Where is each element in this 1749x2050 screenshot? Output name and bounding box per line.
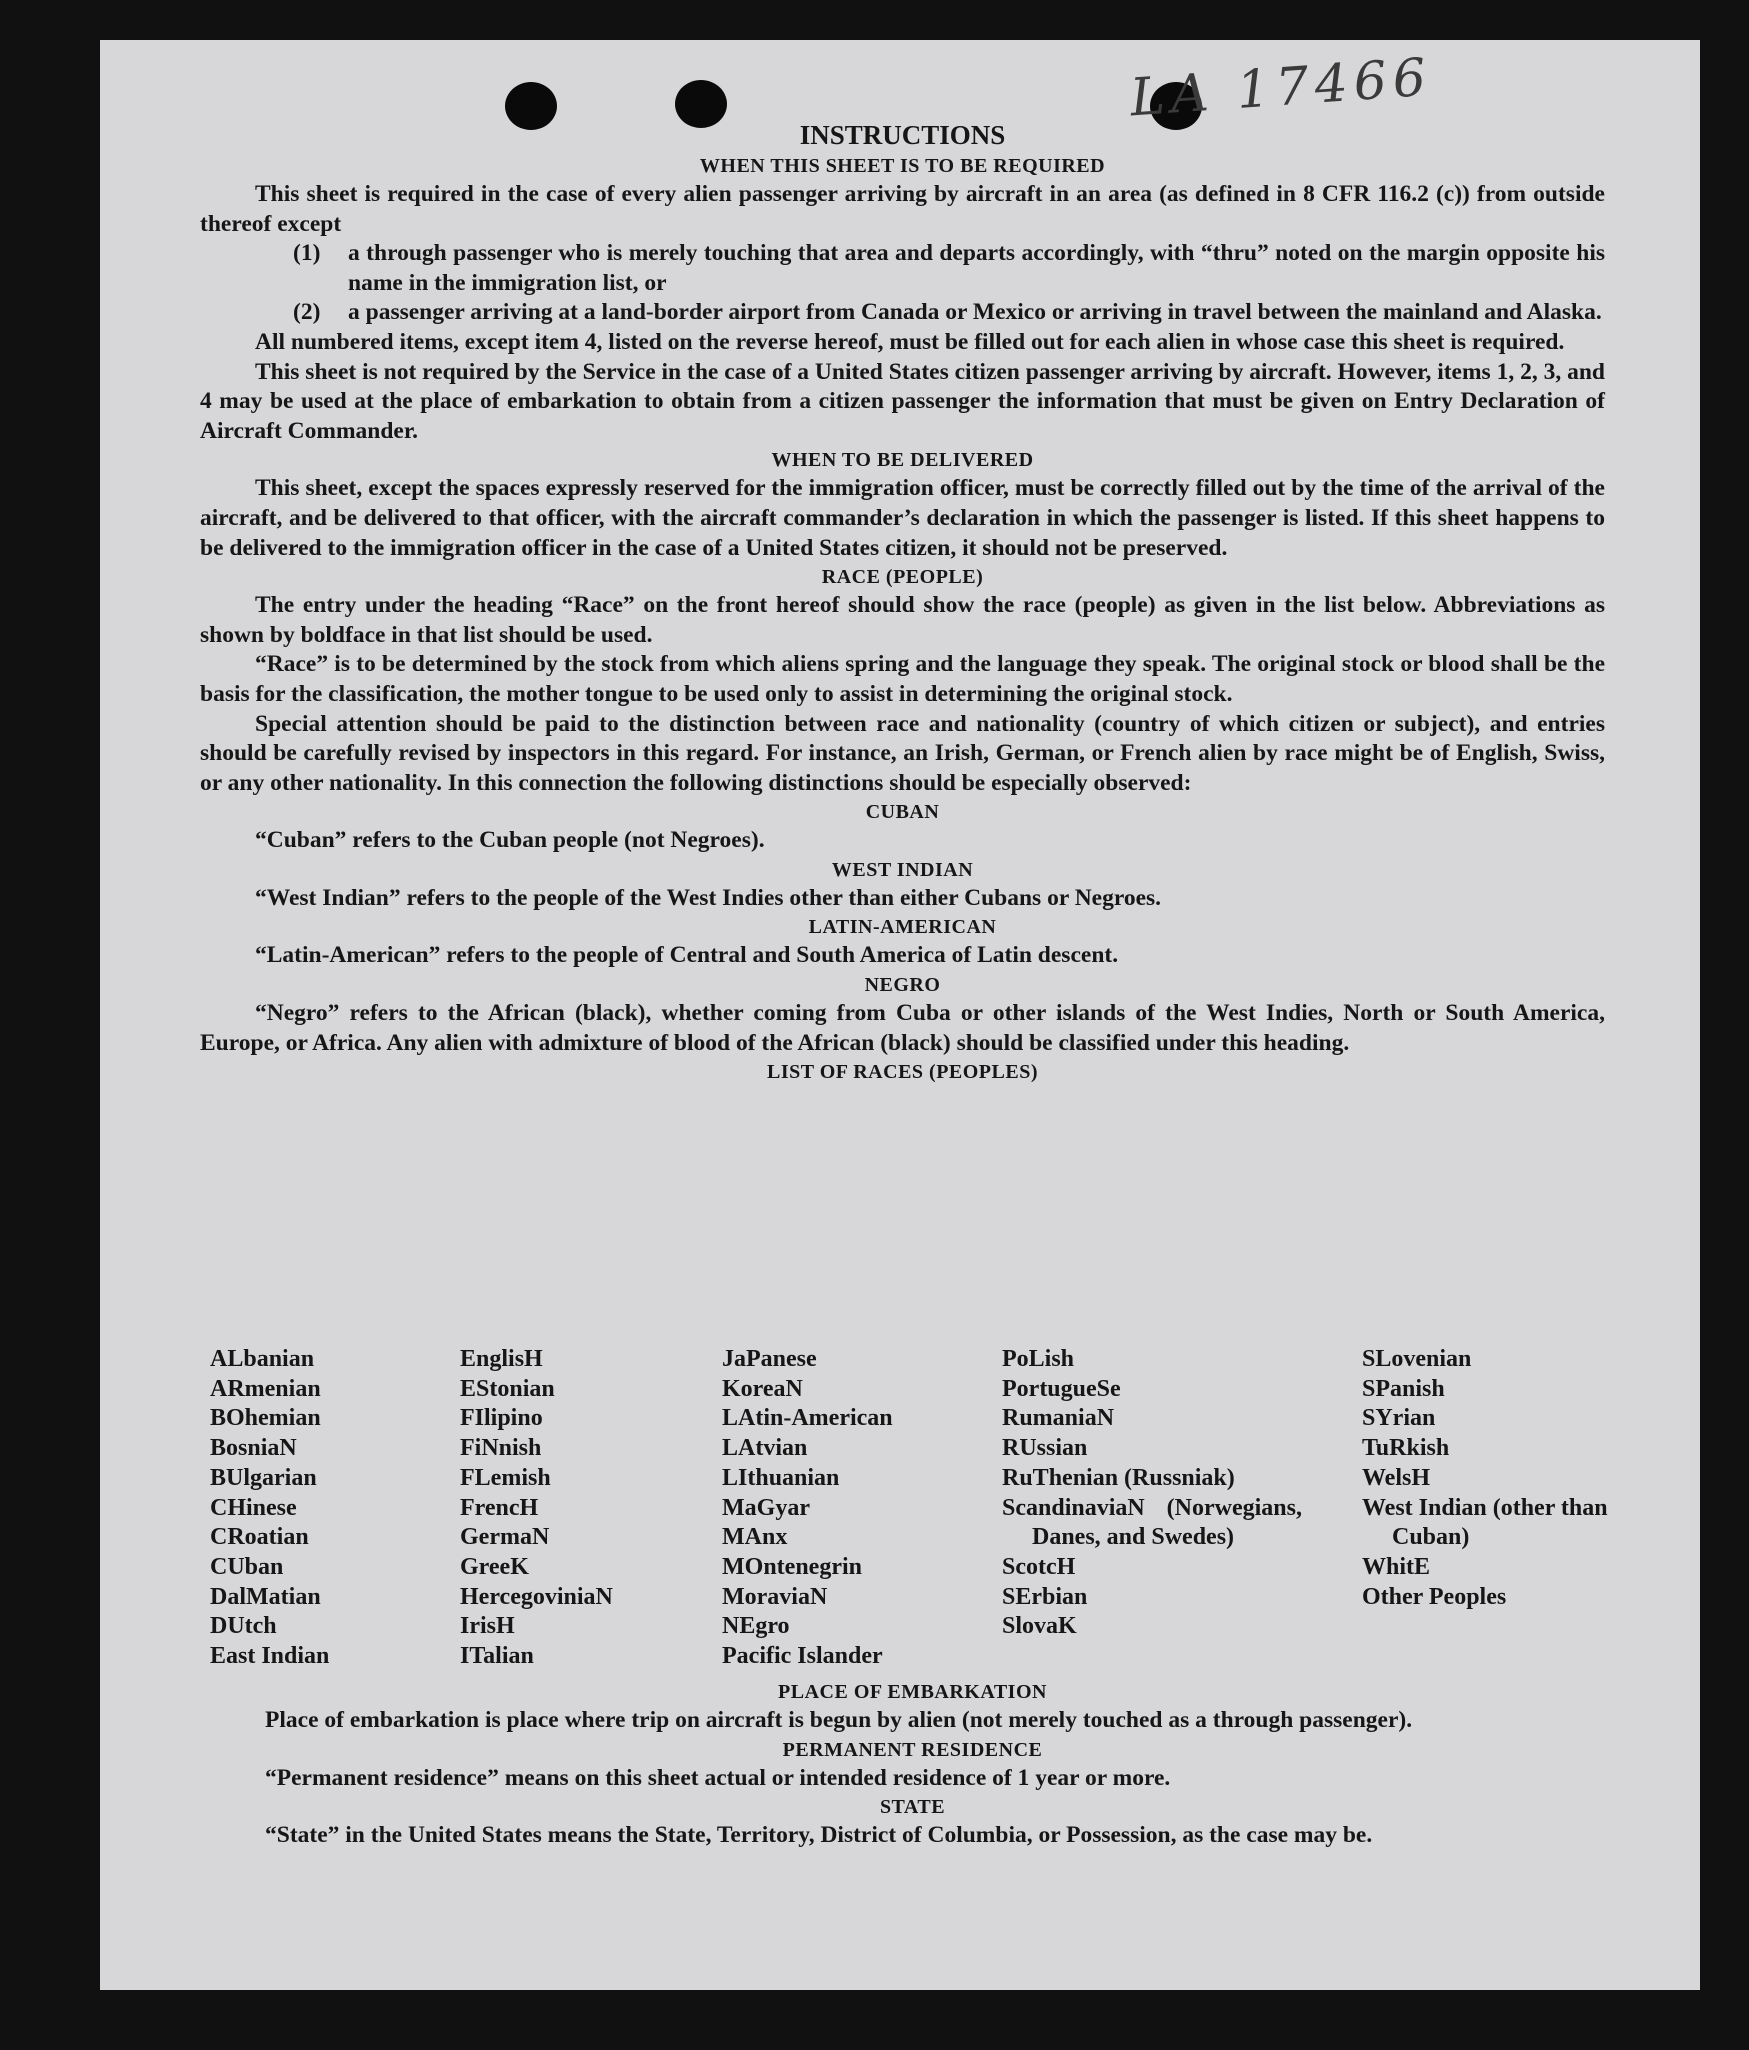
paragraph: “Race” is to be determined by the stock from which aliens spring and the language they speak. The original stock or blood shall be the basis for the classification, the mother tongue to be used only to assist in determining the original stock.: [200, 651, 1605, 707]
race-item: PortugueSe: [1002, 1375, 1121, 1402]
paragraph: “Cuban” refers to the Cuban people (not Negroes).: [255, 827, 765, 854]
paragraph: “State” in the United States means the State, Territory, District of Columbia, or Possession, as the case may be.: [265, 1822, 1373, 1849]
race-list: [210, 1345, 1630, 1675]
item-text: a through passenger who is merely touching that area and departs accordingly, with “thru” noted on the margin opposite his name in the immigration list, or: [348, 240, 1605, 296]
race-item: Pacific Islander: [722, 1643, 883, 1670]
document-sheet: [100, 40, 1700, 1990]
closing-block: [210, 1678, 1615, 1851]
race-item: RuThenian (Russniak): [1002, 1464, 1235, 1491]
race-column: [460, 1345, 613, 1672]
paragraph: Special attention should be paid to the distinction between race and nationality (country of which citizen or subject), and entries should be carefully revised by inspectors in this regard. For instance, an Irish, German, or French alien by race might be of English, Swiss, or any other nationality. In this connection the following distinctions should be especially observed:: [200, 710, 1605, 796]
item-number: (1): [293, 240, 321, 267]
section-heading: WEST INDIAN: [831, 858, 974, 881]
paragraph: “Negro” refers to the African (black), whether coming from Cuba or other islands of the West Indies, North or South America, Europe, or Africa. Any alien with admixture of blood of the African (black) should be classified under this heading.: [200, 1000, 1605, 1056]
section-heading: PLACE OF EMBARKATION: [778, 1681, 1047, 1703]
race-item: JaPanese: [722, 1346, 817, 1372]
handwritten-note: LA 17466: [1128, 47, 1434, 129]
race-item: SLovenian: [1362, 1346, 1472, 1372]
race-item: MoraviaN: [722, 1583, 828, 1610]
race-column: [722, 1345, 893, 1672]
race-item: IrisH: [460, 1613, 515, 1640]
race-item: LAtin-American: [722, 1405, 893, 1432]
race-item: ARmenian: [210, 1375, 321, 1402]
race-item: BUlgarian: [210, 1464, 317, 1491]
race-item: WhitE: [1362, 1553, 1431, 1580]
race-item: WelsH: [1362, 1464, 1431, 1491]
race-item: HercegoviniaN: [460, 1583, 613, 1610]
section-heading: PERMANENT RESIDENCE: [782, 1738, 1043, 1761]
race-item: EnglisH: [460, 1346, 543, 1372]
paragraph: This sheet is required in the case of every alien passenger arriving by aircraft in an area (as defined in 8 CFR 116.2 (c)) from outside thereof except: [200, 181, 1605, 237]
race-item: DUtch: [210, 1613, 277, 1640]
section-heading: NEGRO: [864, 974, 941, 997]
paragraph: All numbered items, except item 4, listed on the reverse hereof, must be filled out for each alien in whose case this sheet is required.: [255, 328, 1565, 355]
paragraph: “Latin-American” refers to the people of Central and South America of Latin descent.: [255, 942, 1119, 969]
race-item: SPanish: [1362, 1375, 1445, 1402]
exception-item: [200, 298, 1605, 328]
paragraph: This sheet is not required by the Service in the case of a United States citizen passenger arriving by aircraft. However, items 1, 2, 3, and 4 may be used at the place of embarkation to obtain from a citizen passenger the information that must be given on Entry Declaration of Aircraft Commander.: [200, 358, 1605, 444]
race-item: Other Peoples: [1362, 1583, 1507, 1610]
race-item: SErbian: [1002, 1583, 1088, 1610]
race-item: LAtvian: [722, 1435, 808, 1462]
race-item: BosniaN: [210, 1435, 297, 1462]
section-heading: LIST OF RACES (PEOPLES): [766, 1061, 1038, 1084]
race-item: NEgro: [722, 1613, 790, 1640]
race-item: LIthuanian: [722, 1464, 840, 1491]
race-item: ScotcH: [1002, 1553, 1076, 1580]
race-item: MOntenegrin: [722, 1553, 862, 1580]
race-item: SYrian: [1362, 1405, 1436, 1432]
race-item: East Indian: [210, 1643, 330, 1670]
race-item: GermaN: [460, 1524, 550, 1551]
section-heading: RACE (PEOPLE): [821, 566, 984, 589]
race-item: MAnx: [722, 1524, 788, 1551]
race-item: FLemish: [460, 1464, 551, 1491]
exception-item: [200, 239, 1605, 298]
race-item: DalMatian: [210, 1583, 321, 1610]
race-item: GreeK: [460, 1553, 529, 1580]
instructions-block: [200, 118, 1605, 1086]
paragraph: “West Indian” refers to the people of the West Indies other than either Cubans or Negroes.: [255, 884, 1162, 911]
section-heading: CUBAN: [865, 801, 940, 824]
race-item: SlovaK: [1002, 1613, 1077, 1640]
race-item: BOhemian: [210, 1405, 321, 1432]
race-item: PoLish: [1002, 1346, 1075, 1372]
paragraph: “Permanent residence” means on this sheet actual or intended residence of 1 year or more.: [265, 1764, 1171, 1791]
race-item: CRoatian: [210, 1524, 309, 1551]
section-heading: WHEN THIS SHEET IS TO BE REQUIRED: [699, 155, 1106, 177]
race-item: TuRkish: [1362, 1435, 1450, 1462]
paragraph: Place of embarkation is place where trip on aircraft is begun by alien (not merely touched as a through passenger).: [265, 1707, 1413, 1733]
race-item: EStonian: [460, 1375, 555, 1402]
race-item: RumaniaN: [1002, 1405, 1115, 1432]
section-heading: WHEN TO BE DELIVERED: [771, 449, 1034, 472]
race-item: RUssian: [1002, 1435, 1088, 1462]
race-item: ITalian: [460, 1643, 534, 1670]
race-item: MaGyar: [722, 1494, 810, 1521]
race-item: CHinese: [210, 1494, 297, 1521]
section-heading: STATE: [879, 1796, 946, 1819]
race-column: [1362, 1345, 1617, 1612]
race-item: ALbanian: [210, 1346, 315, 1372]
item-number: (2): [293, 299, 321, 326]
race-column: [210, 1345, 329, 1672]
paragraph: This sheet, except the spaces expressly reserved for the immigration officer, must be correctly filled out by the time of the arrival of the aircraft, and be delivered to that officer, with the aircraft commander’s declaration in which the passenger is listed. If this sheet happens to be delivered to the immigration officer in the case of a United States citizen, it should not be preserved.: [200, 475, 1605, 561]
race-column: [1002, 1345, 1302, 1642]
race-item: FIlipino: [460, 1405, 543, 1432]
race-item: ScandinaviaN (Norwegians, Danes, and Swedes): [1002, 1494, 1302, 1551]
race-item: FrencH: [460, 1494, 539, 1521]
race-item: CUban: [210, 1553, 284, 1580]
race-item: West Indian (other than Cuban): [1362, 1494, 1608, 1551]
page-title: INSTRUCTIONS: [799, 120, 1006, 150]
paragraph: The entry under the heading “Race” on the front hereof should show the race (people) as given in the list below. Abbreviations as shown by boldface in that list should be used.: [200, 592, 1605, 648]
race-item: FiNnish: [460, 1435, 542, 1462]
section-heading: LATIN-AMERICAN: [808, 916, 997, 939]
race-item: KoreaN: [722, 1375, 803, 1402]
item-text: a passenger arriving at a land-border airport from Canada or Mexico or arriving in travel between the mainland and Alaska.: [348, 299, 1602, 326]
